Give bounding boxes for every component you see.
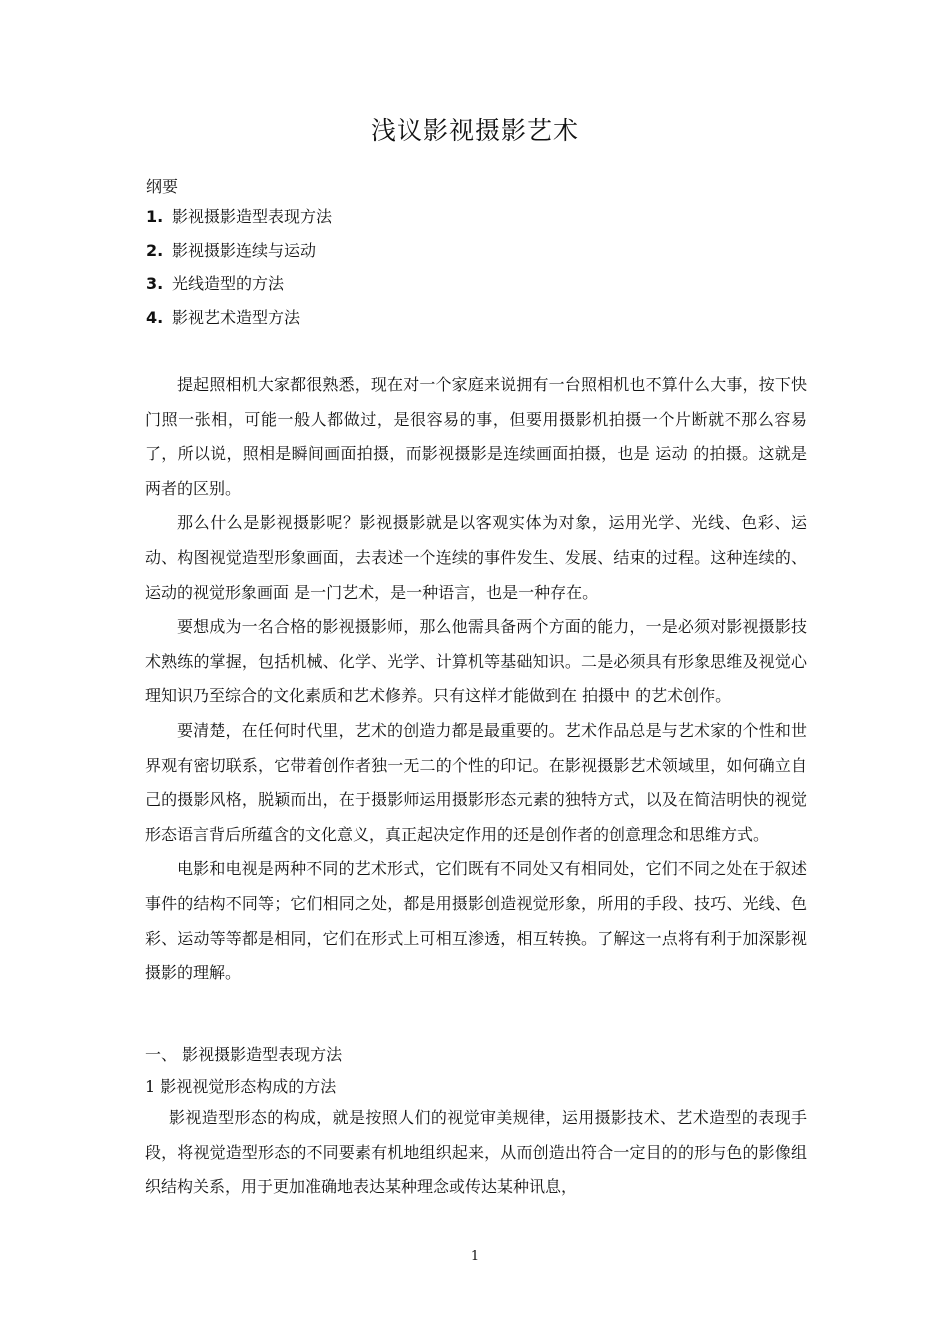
outline-item xyxy=(146,205,332,239)
body-paragraph: 电影和电视是两种不同的艺术形式，它们既有不同处又有相同处，它们不同之处在于叙述事件的结构不同等；它们相同之处，都是用摄影创造视觉形象，所用的手段、技巧、光线、色彩、运动等等都是相同，它们在形式上可相互渗透，相互转换。了解这一点将有利于加深影视摄影的理解。 xyxy=(145,859,807,983)
body-paragraph: 提起照相机大家都很熟悉，现在对一个家庭来说拥有一台照相机也不算什么大事，按下快门照一张相，可能一般人都做过，是很容易的事，但要用摄影机拍摄一个片断就不那么容易了，所以说，照相是瞬间画面拍摄，而影视摄影是连续画面拍摄，也是 运动 的拍摄。这就是两者的区别。 xyxy=(145,375,807,498)
body-paragraph: 那么什么是影视摄影呢？影视摄影就是以客观实体为对象，运用光学、光线、色彩、运动、构图视觉造型形象画面，去表述一个连续的事件发生、发展、结束的过程。这种连续的、运动的视觉形象画面 是一门艺术，是一种语言，也是一种存在。 xyxy=(145,513,807,602)
outline-item-number: 2. xyxy=(146,240,164,260)
page-number: 1 xyxy=(470,1249,480,1264)
outline-item-number: 4. xyxy=(146,307,164,327)
outline-list xyxy=(146,205,332,339)
section-body xyxy=(145,1101,807,1205)
section-heading: 一、 影视摄影造型表现方法 xyxy=(145,1045,343,1064)
subsection-heading: 1 影视视觉形态构成的方法 xyxy=(145,1077,337,1096)
outline-item xyxy=(146,272,332,306)
outline-item-text: 光线造型的方法 xyxy=(172,274,285,293)
outline-item-text: 影视摄影连续与运动 xyxy=(172,240,317,260)
outline-item xyxy=(146,239,332,273)
body-paragraph: 要清楚，在任何时代里，艺术的创造力都是最重要的。艺术作品总是与艺术家的个性和世界观有密切联系，它带着创作者独一无二的个性的印记。在影视摄影艺术领域里，如何确立自己的摄影风格，脱颖而出，在于摄影师运用摄影形态元素的独特方式，以及在简洁明快的视觉形态语言背后所蕴含的文化意义，真正起决定作用的还是创作者的创意理念和思维方式。 xyxy=(145,720,807,844)
outline-item-number: 3. xyxy=(146,274,164,293)
outline-item-number: 1. xyxy=(146,207,164,226)
body-paragraph: 要想成为一名合格的影视摄影师，那么他需具备两个方面的能力，一是必须对影视摄影技术熟练的掌握，包括机械、化学、光学、计算机等基础知识。二是必须具有形象思维及视觉心理知识乃至综合的文化素质和艺术修养。只有这样才能做到在 拍摄中 的艺术创作。 xyxy=(145,617,807,706)
outline-item xyxy=(146,306,332,340)
document-title: 浅议影视摄影艺术 xyxy=(370,116,579,145)
outline-label: 纲要 xyxy=(146,177,179,196)
outline-item-text: 影视艺术造型方法 xyxy=(172,307,301,327)
outline-item-text: 影视摄影造型表现方法 xyxy=(172,207,333,226)
body-paragraph: 影视造型形态的构成，就是按照人们的视觉审美规律，运用摄影技术、艺术造型的表现手段，将视觉造型形态的不同要素有机地组织起来，从而创造出符合一定目的的形与色的影像组织结构关系，用于更加准确地表达某种理念或传达某种讯息， xyxy=(145,1108,807,1197)
body-text xyxy=(145,368,807,991)
